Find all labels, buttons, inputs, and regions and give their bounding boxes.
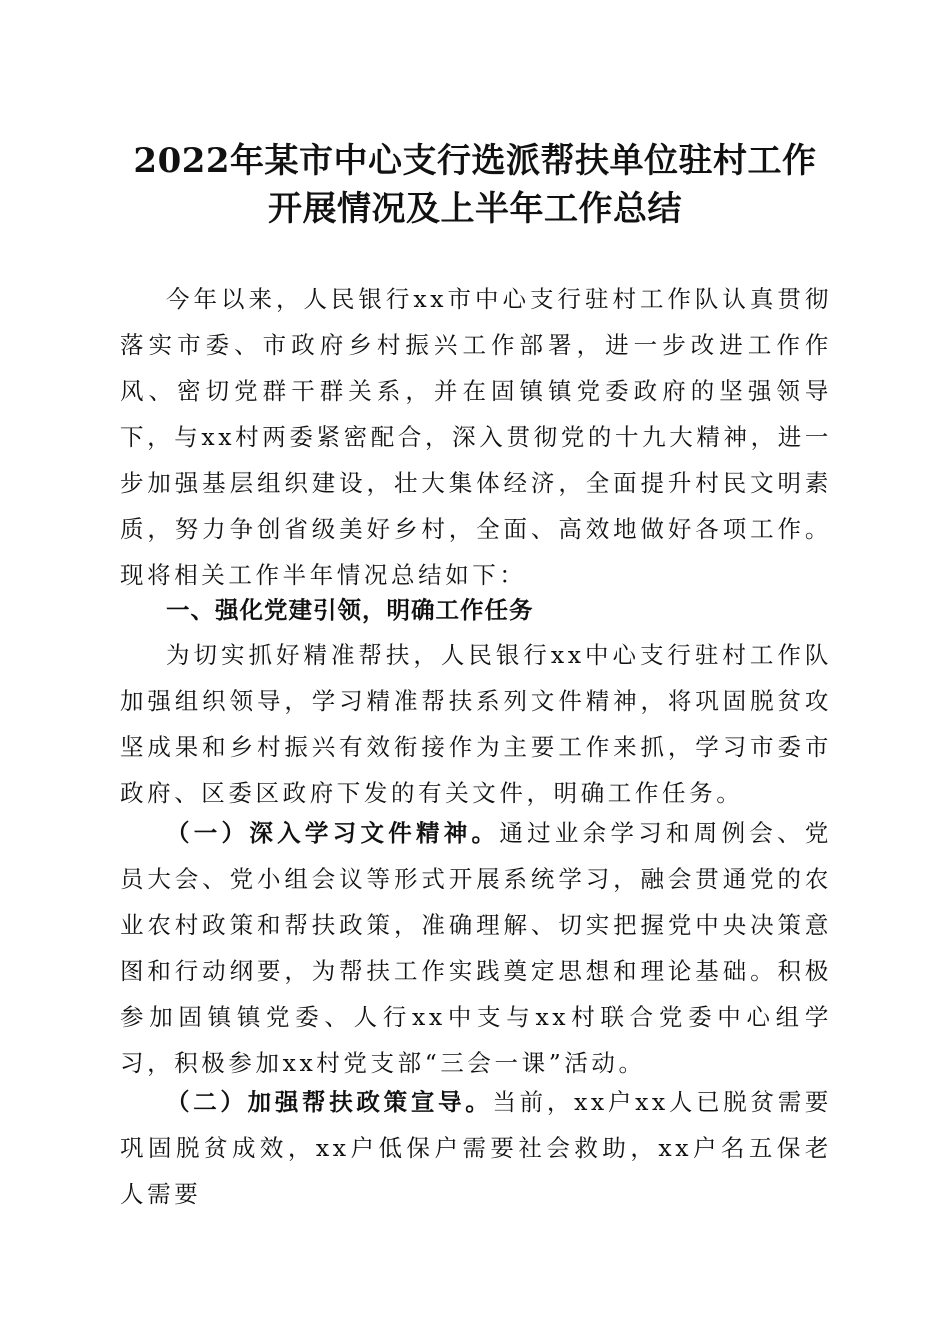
subsection-1-paragraph xyxy=(120,810,832,1086)
intro-paragraph: 今年以来，人民银行xx市中心支行驻村工作队认真贯彻落实市委、市政府乡村振兴工作部署，进一步改进工作作风、密切党群干群关系，并在固镇镇党委政府的坚强领导下，与xx村两委紧密配合，深入贯彻党的十九大精神，进一步加强基层组织建设，壮大集体经济，全面提升村民文明素质，努力争创省级美好乡村，全面、高效地做好各项工作。现将相关工作半年情况总结如下： xyxy=(120,285,832,589)
subsection-2-paragraph xyxy=(120,1079,832,1217)
subsection-2-heading: （二）加强帮扶政策宣导。 xyxy=(166,1088,493,1116)
section-1-paragraph: 为切实抓好精准帮扶，人民银行xx中心支行驻村工作队加强组织领导，学习精准帮扶系列文件精神，将巩固脱贫攻坚成果和乡村振兴有效衔接作为主要工作来抓，学习市委市政府、区委区政府下发的有关文件，明确工作任务。 xyxy=(120,641,832,807)
section-1-heading: 一、强化党建引领，明确工作任务 xyxy=(166,596,534,624)
subsection-2-text: 当前，xx户xx人已脱贫需要巩固脱贫成效，xx户低保户需要社会救助，xx户名五保老人需要 xyxy=(120,1088,833,1208)
subsection-1-heading: （一）深入学习文件精神。 xyxy=(166,819,500,847)
subsection-1-text: 通过业余学习和周例会、党员大会、党小组会议等形式开展系统学习，融会贯通党的农业农村政策和帮扶政策，准确理解、切实把握党中央决策意图和行动纲要，为帮扶工作实践奠定思想和理论基础。积极参加固镇镇党委、人行xx中支与xx村联合党委中心组学习，积极参加xx村党支部“三会一课”活动。 xyxy=(120,819,833,1077)
document-title-line-2: 开展情况及上半年工作总结 xyxy=(268,189,682,229)
document-title-line-1: 2022年某市中心支行选派帮扶单位驻村工作 xyxy=(133,141,817,181)
